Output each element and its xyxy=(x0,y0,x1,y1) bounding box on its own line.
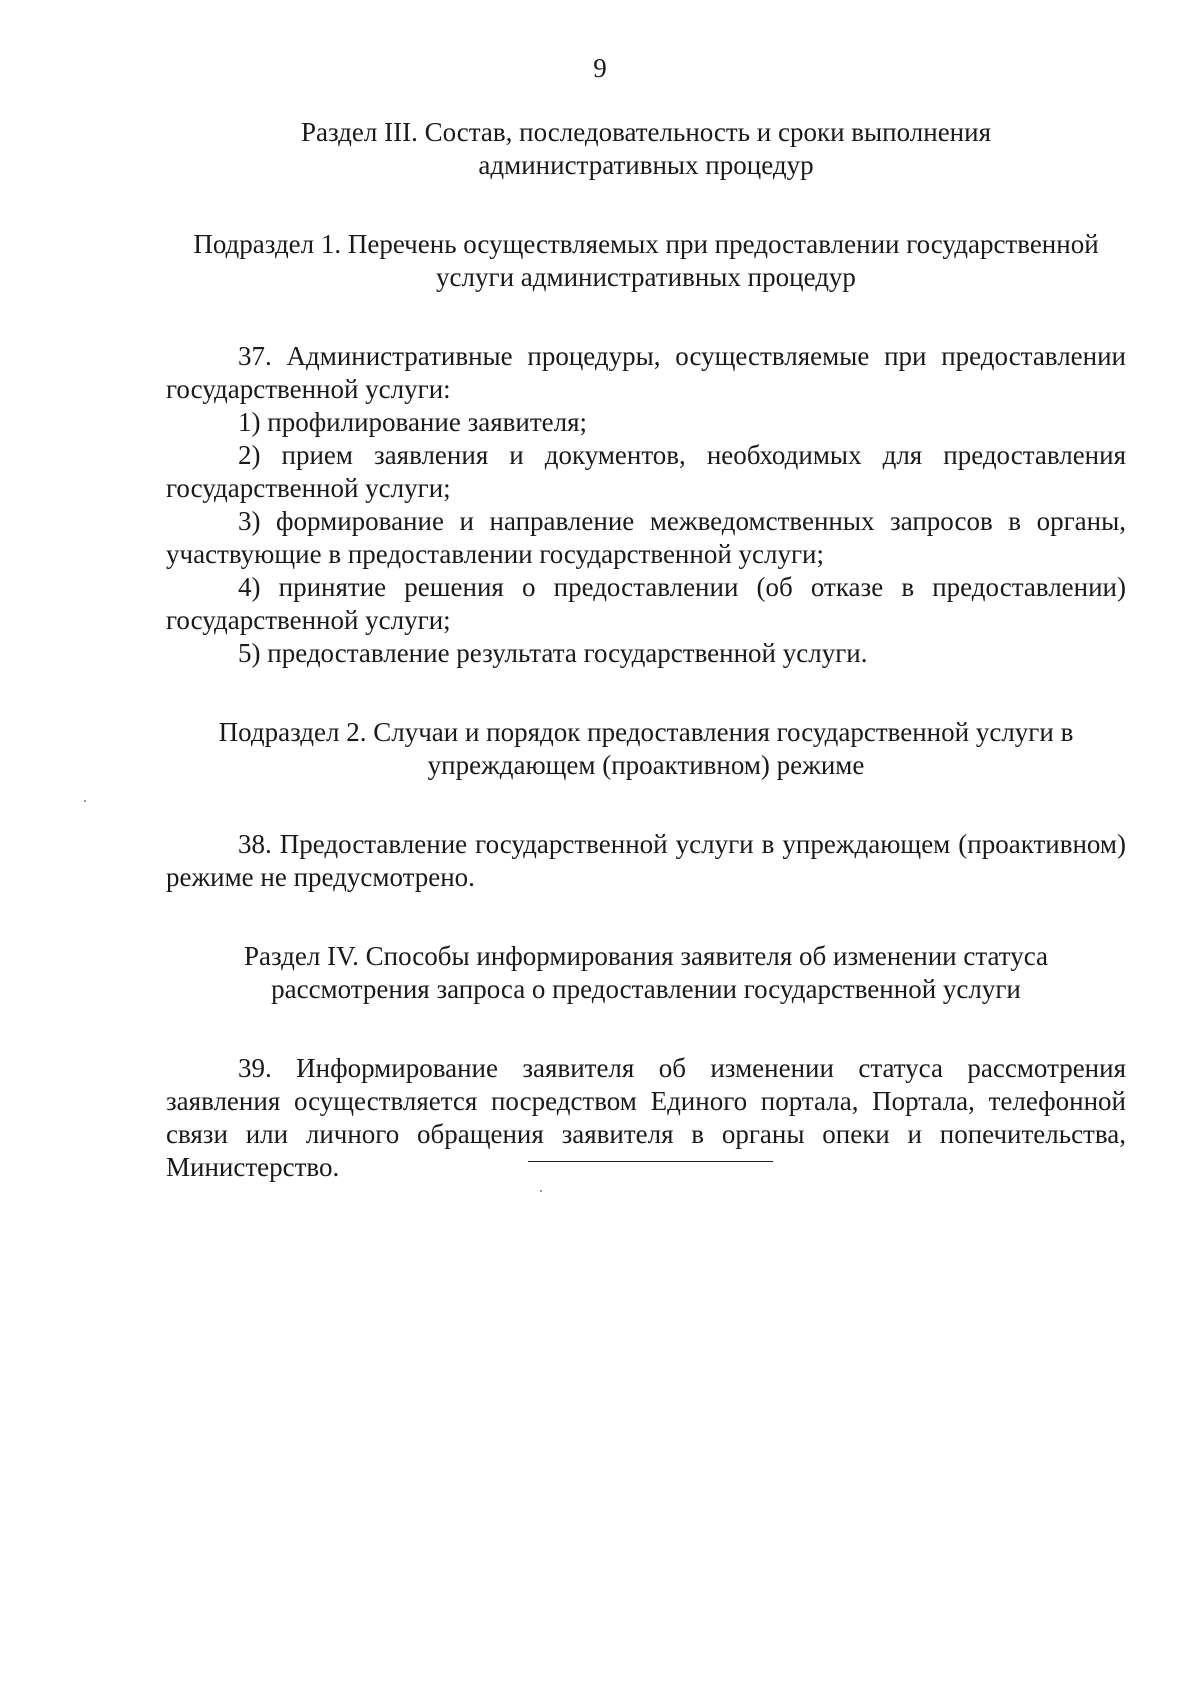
paragraph-37 xyxy=(166,340,1126,670)
subsection-2-heading-line-1: Подраздел 2. Случаи и порядок предоставления государственной услуги в xyxy=(218,717,1074,747)
subsection-2-heading-line-2: упреждающем (проактивном) режиме xyxy=(427,750,865,780)
section-3-heading-line-2: административных процедур xyxy=(478,150,814,180)
list-item: 3) формирование и направление межведомственных запросов в органы, участвующие в предоставлении государственной услуги; xyxy=(166,506,1126,569)
subsection-1-heading-line-1: Подраздел 1. Перечень осуществляемых при предоставлении государственной xyxy=(193,229,1099,259)
list-item: 1) профилирование заявителя; xyxy=(238,407,588,437)
section-3-heading-line-1: Раздел III. Состав, последовательность и сроки выполнения xyxy=(301,117,991,147)
section-3-heading xyxy=(166,116,1126,182)
section-4-heading-line-2: рассмотрения запроса о предоставлении государственной услуги xyxy=(271,974,1021,1004)
subsection-1-heading xyxy=(166,228,1126,294)
page-number: 9 xyxy=(593,53,607,83)
paragraph-37-intro: 37. Административные процедуры, осуществляемые при предоставлении государственной услуги: xyxy=(166,341,1126,404)
section-4-heading xyxy=(166,940,1126,1006)
end-of-text-rule xyxy=(528,1161,773,1162)
list-item: 5) предоставление результата государственной услуги. xyxy=(238,638,868,668)
subsection-1-heading-line-2: услуги административных процедур xyxy=(436,262,856,292)
document-body xyxy=(166,116,1126,1184)
scan-artifact xyxy=(84,800,86,802)
section-4-heading-line-1: Раздел IV. Способы информирования заявителя об изменении статуса xyxy=(244,941,1048,971)
paragraph-39: 39. Информирование заявителя об изменении статуса рассмотрения заявления осуществляется посредством Единого портала, Портала, телефонной связи или личного обращения заявителя в органы опеки и попечительства, Министерство. xyxy=(166,1053,1126,1182)
subsection-2-heading xyxy=(166,716,1126,782)
list-item: 2) прием заявления и документов, необходимых для предоставления государственной услуги; xyxy=(166,440,1126,503)
scan-artifact xyxy=(540,1190,542,1192)
paragraph-38: 38. Предоставление государственной услуги в упреждающем (проактивном) режиме не предусмотрено. xyxy=(166,829,1126,892)
list-item: 4) принятие решения о предоставлении (об отказе в предоставлении) государственной услуги; xyxy=(166,572,1126,635)
